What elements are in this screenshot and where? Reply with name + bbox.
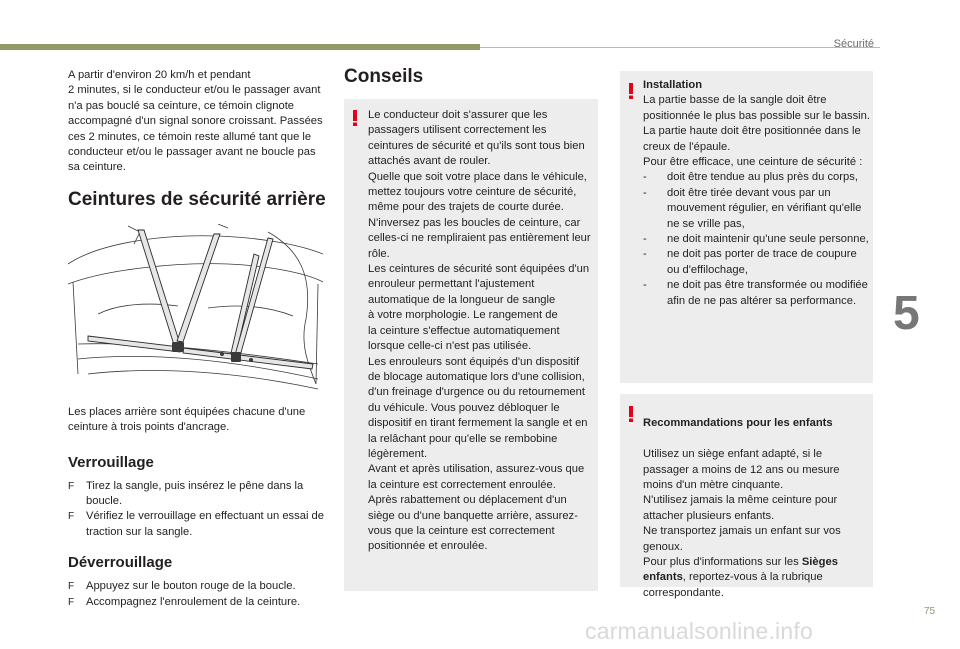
list-item: - ne doit pas être transformée ou modifiée afin de ne pas altérer sa performance.: [643, 279, 868, 307]
conseils-warning-box: [344, 99, 598, 591]
bullet-icon: F: [68, 480, 75, 492]
installation-content: [643, 78, 871, 309]
warning-exclamation-icon: [627, 406, 635, 422]
header-accent-bar: [0, 44, 480, 50]
header-rule: [480, 47, 880, 48]
warning-exclamation-icon: [351, 110, 359, 126]
conseils-text: Le conducteur doit s'assurer que les passagers utilisent correctement les ceintures de sécurité et qu'ils sont tous bien attachés avant de rouler. Quelle que soit votre place dans le véhicule, mettez toujours votre ceinture de sécurité, même pour des trajets de courte durée. N'inversez pas les boucles de ceinture, car celles-ci ne rempliraient pas entièrement leur rôle. Les ceintures de sécurité sont équipées d'un enrouleur permettant l'ajustement automatique de la longueur de sangle à votre morphologie. Le rangement de la ceinture s'effectue automatiquement lorsque celle-ci n'est pas utilisée. Les enrouleurs sont équipés d'un dispositif de blocage automatique lors d'une collision, d'un freinage d'urgence ou du retournement du véhicule. Vous pouvez débloquer le dispositif en tirant fermement la sangle et en la relâchant pour qu'elle se rembobine légèrement. Avant et après utilisation, assurez-vous que la ceinture est correctement enroulée. Après rabattement ou déplacement d'un siège ou d'une banquette arrière, assurez-vous que la ceinture est correctement positionnée et enroulée.: [368, 109, 591, 553]
bullet-icon: F: [68, 596, 75, 608]
children-warning-box: [620, 394, 873, 599]
rear-belts-heading: Ceintures de sécurité arrière: [68, 188, 326, 210]
lock-heading: Verrouillage: [68, 453, 154, 471]
unlock-heading: Déverrouillage: [68, 554, 173, 572]
list-item: F Accompagnez l'enroulement de la ceinture.: [68, 595, 330, 610]
list-item: - doit être tirée devant vous par un mouvement régulier, en vérifiant qu'elle ne se vrille pas,: [643, 186, 862, 230]
list-item: - doit être tendue au plus près du corps,: [643, 171, 858, 184]
children-content: [643, 401, 871, 601]
chapter-number: 5: [893, 287, 920, 340]
children-text-end: , reportez-vous à la rubrique correspondante.: [643, 571, 823, 599]
installation-text: La partie basse de la sangle doit être positionnée le plus bas possible sur le bassin. La partie haute doit être positionnée dans le creux de l'épaule. Pour être efficace, une ceinture de sécurité :: [643, 94, 870, 169]
installation-warning-box: [620, 71, 873, 383]
rear-seat-belts-illustration: [68, 224, 323, 392]
children-text: Utilisez un siège enfant adapté, si le passager a moins de 12 ans ou mesure moins d'un mètre cinquante. N'utilisez jamais la même ceinture pour attacher plusieurs enfants. Ne transportez jamais un enfant sur vos genoux. Pour plus d'informations sur les: [643, 448, 841, 569]
left-column: [68, 68, 330, 610]
list-item: - ne doit maintenir qu'une seule personne,: [643, 233, 869, 246]
intro-paragraph: A partir d'environ 20 km/h et pendant 2 minutes, si le conducteur et/ou le passager avant n'a pas bouclé sa ceinture, ce témoin clignote accompagné d'un signal sonore croissant. Passées ces 2 minutes, ce témoin reste allumé tant que le conducteur et/ou le passager avant ne boucle pas sa ceinture.: [68, 69, 323, 174]
warning-exclamation-icon: [627, 83, 635, 99]
bullet-icon: F: [68, 581, 75, 593]
child-seats-link[interactable]: Sièges enfants: [643, 556, 838, 584]
conseils-heading: Conseils: [344, 66, 424, 87]
watermark: carmanualsonline.info: [585, 618, 813, 644]
list-item: - ne doit pas porter de trace de coupure ou d'effilochage,: [643, 248, 857, 276]
list-item: F Appuyez sur le bouton rouge de la boucle.: [68, 579, 330, 594]
installation-title: Installation: [643, 79, 703, 91]
page-number: 75: [924, 606, 936, 617]
list-item: F Tirez la sangle, puis insérez le pêne dans la boucle.: [68, 479, 304, 508]
children-title: Recommandations pour les enfants: [643, 417, 833, 430]
list-item: F Vérifiez le verrouillage en effectuant un essai de traction sur la sangle.: [68, 510, 324, 538]
illustration-caption: Les places arrière sont équipées chacune d'une ceinture à trois points d'ancrage.: [68, 405, 306, 434]
section-title: Sécurité: [833, 38, 874, 50]
bullet-icon: F: [68, 511, 75, 523]
